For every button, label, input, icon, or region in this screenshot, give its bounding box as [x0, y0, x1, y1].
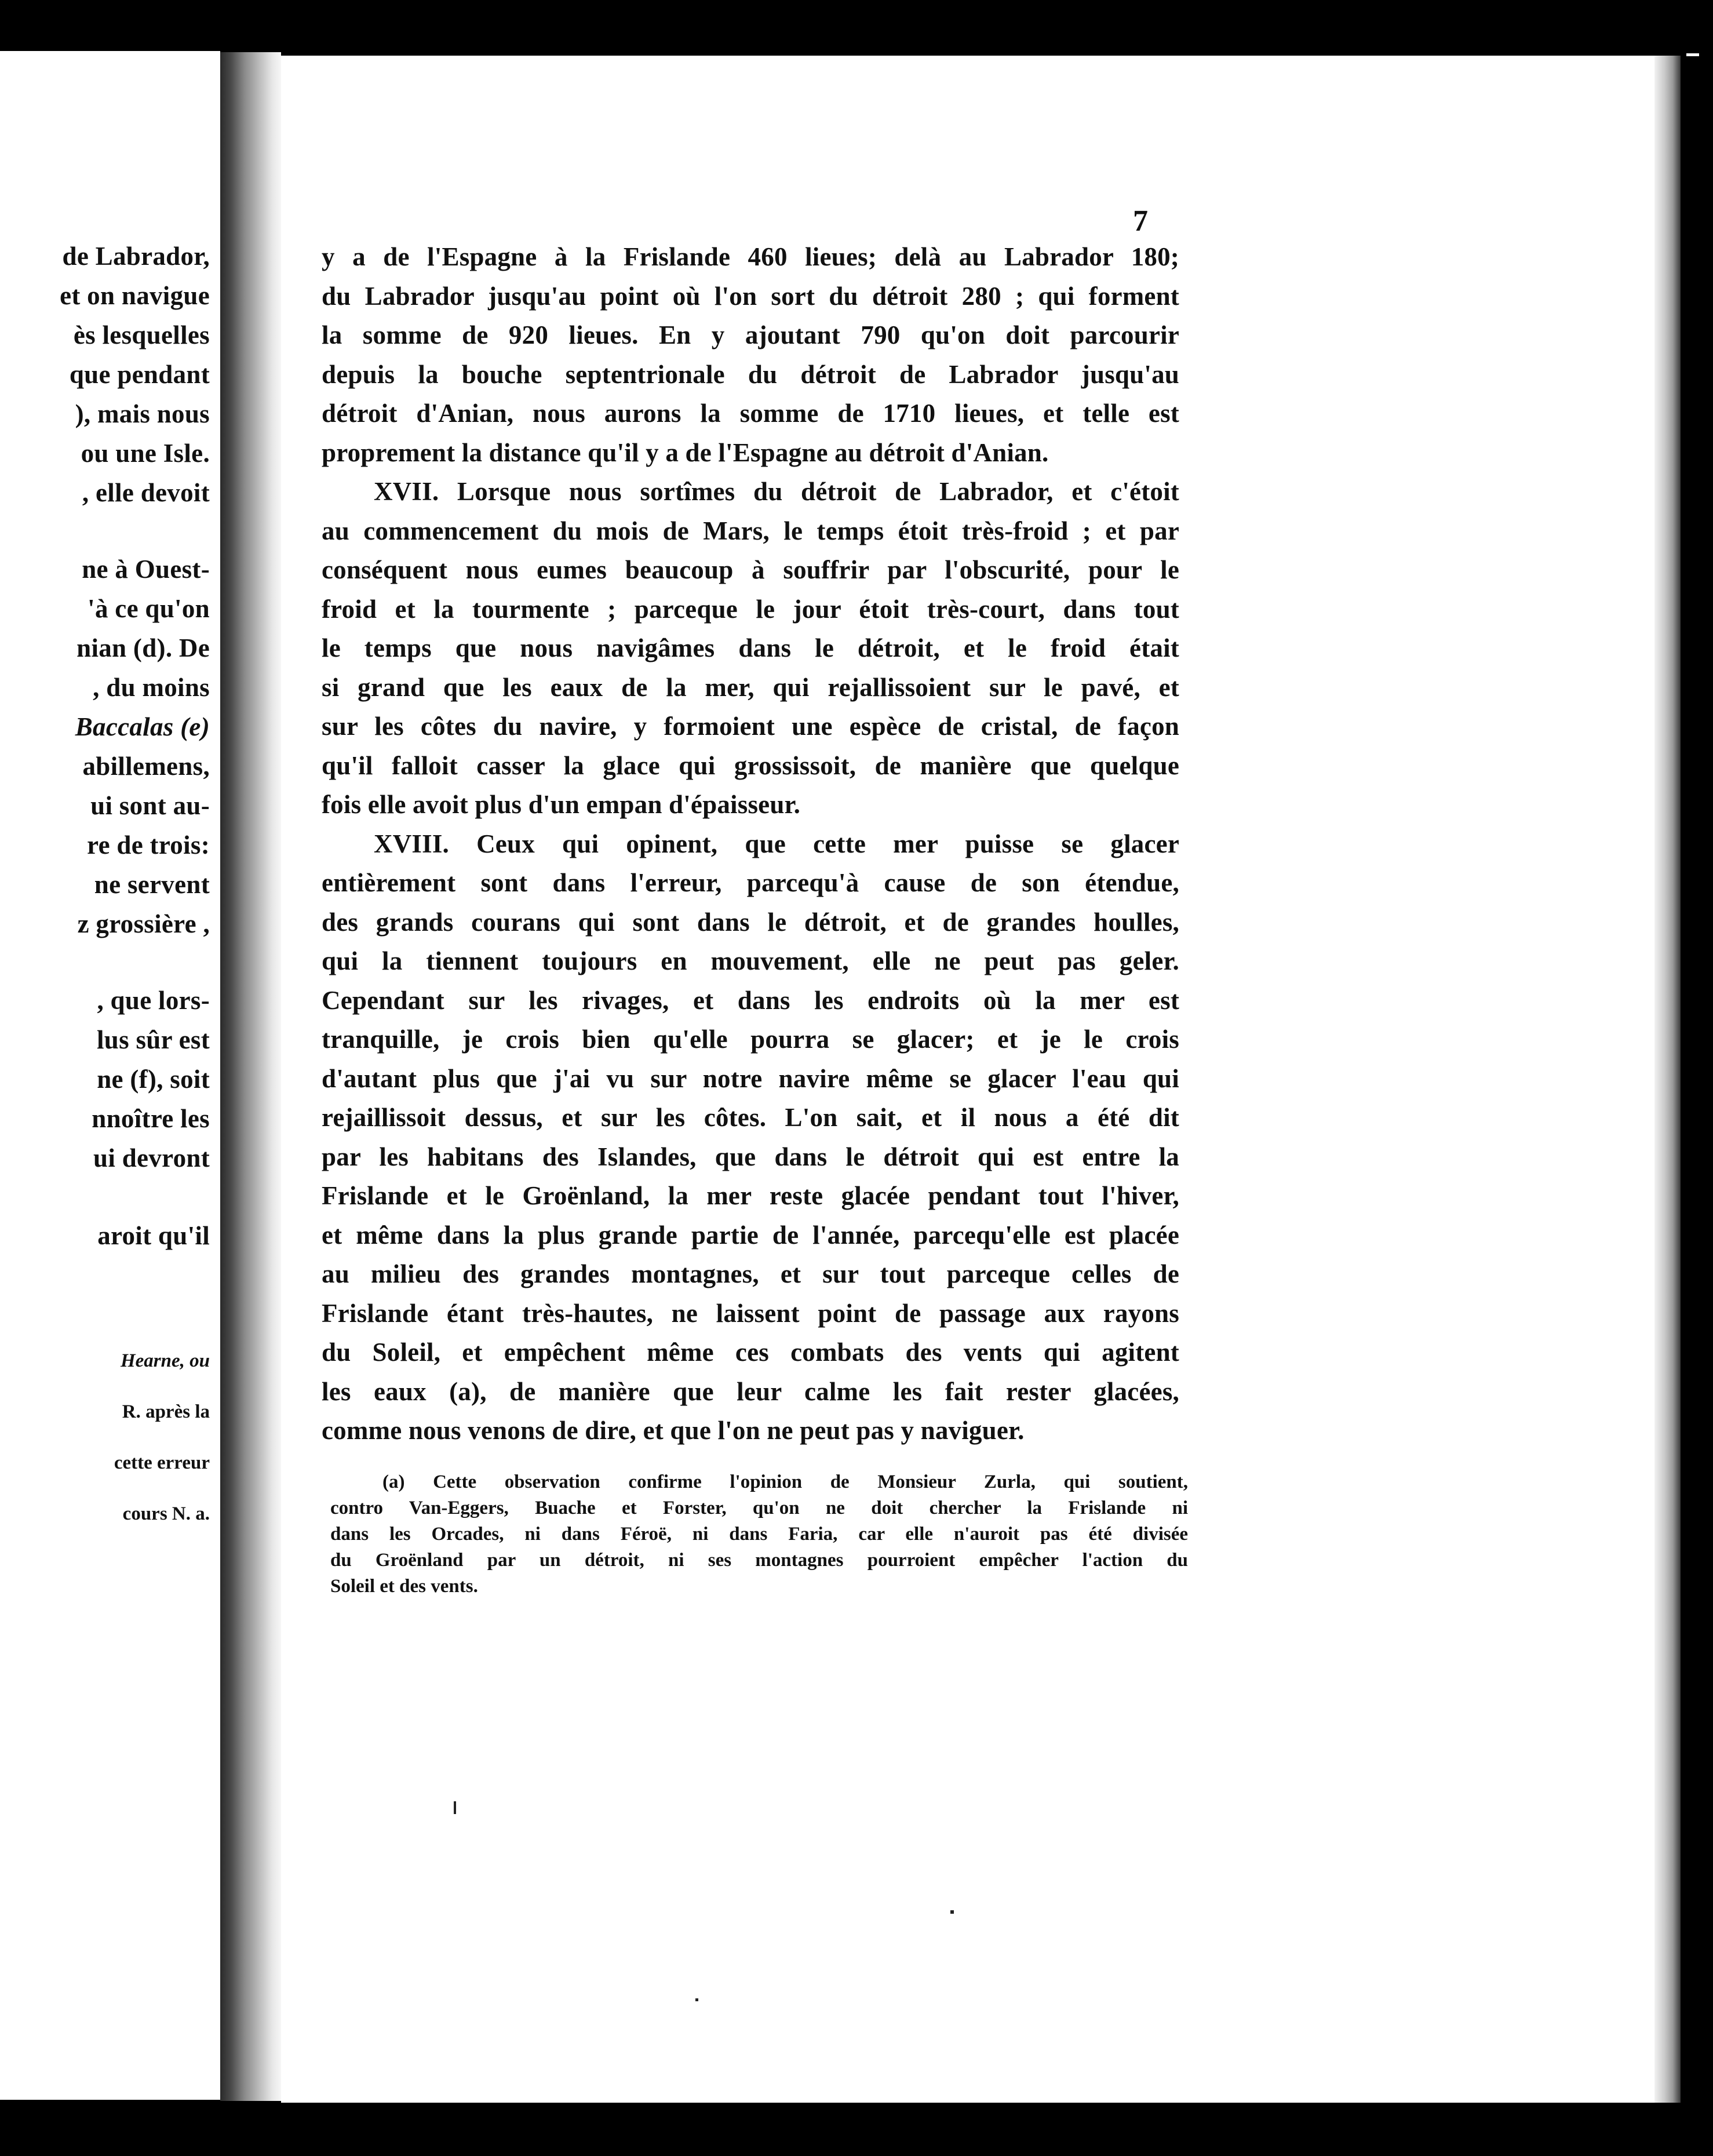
footnote-line: contro Van-Eggers, Buache et Forster, qu'on ne doit chercher la Frislande ni [330, 1498, 1188, 1518]
left-line: ne à Ouest- [82, 555, 210, 584]
left-line: ), mais nous [75, 399, 210, 428]
left-line: et on navigue [60, 281, 210, 310]
book-gutter [220, 52, 281, 2101]
left-line: nian (d). De [76, 633, 210, 662]
text-line: comme nous venons de dire, et que l'on ne peut pas y naviguer. [322, 1416, 1025, 1445]
text-line: la somme de 920 lieues. En y ajoutant 790 qu'on doit parcourir [322, 321, 1179, 349]
text-line: sur les côtes du navire, y formoient une espèce de cristal, de façon [322, 712, 1179, 741]
left-line: , que lors- [97, 986, 210, 1015]
text-line: d'autant plus que j'ai vu sur notre navire même se glacer l'eau qui [322, 1064, 1179, 1093]
text-line: entièrement sont dans l'erreur, parcequ'à cause de son étendue, [322, 868, 1179, 897]
text-line: si grand que les eaux de la mer, qui rejallissoient sur le pavé, et [322, 672, 1179, 702]
left-line: re de trois: [87, 831, 210, 860]
text-line: tranquille, je crois bien qu'elle pourra se glacer; et je le crois [322, 1025, 1179, 1054]
footnote-line: dans les Orcades, ni dans Féroë, ni dans Faria, car elle n'auroit pas été divisée [330, 1524, 1188, 1545]
left-line: aroit qu'il [97, 1221, 210, 1250]
text-line: y a de l'Espagne à la Frislande 460 lieues; delà au Labrador 180; [322, 242, 1179, 271]
text-line: fois elle avoit plus d'un empan d'épaisseur. [322, 790, 801, 819]
left-line: que pendant [69, 360, 210, 389]
text-line: qui la tiennent toujours en mouvement, elle ne peut pas geler. [322, 946, 1179, 975]
text-line: qu'il falloit casser la glace qui grossissoit, de manière que quelque [322, 751, 1179, 780]
left-line: z grossière , [77, 909, 210, 938]
text-line: au milieu des grandes montagnes, et sur tout parceque celles de [322, 1259, 1179, 1288]
footnote-line: (a) Cette observation confirme l'opinion de Monsieur Zurla, qui soutient, [382, 1472, 1188, 1492]
left-footnote-line: R. après la [122, 1401, 210, 1422]
text-line: les eaux (a), de manière que leur calme les fait rester glacées, [322, 1376, 1179, 1406]
text-line: Cependant sur les rivages, et dans les endroits où la mer est [322, 985, 1179, 1015]
left-page-fragment [0, 51, 220, 2100]
footnote-line: Soleil et des vents. [330, 1576, 478, 1597]
footnote-line: du Groënland par un détroit, ni ses montagnes pourroient empêcher l'action du [330, 1550, 1188, 1571]
left-line: 'à ce qu'on [88, 594, 210, 623]
text-line: du Labrador jusqu'au point où l'on sort du détroit 280 ; qui forment [322, 281, 1179, 311]
text-line: du Soleil, et empêchent même ces combats des vents qui agitent [322, 1338, 1179, 1367]
left-line: ès lesquelles [73, 321, 210, 349]
scan-mark [1686, 53, 1699, 56]
main-text [322, 238, 1179, 1451]
text-line: Frislande et le Groënland, la mer reste glacée pendant tout l'hiver, [322, 1181, 1179, 1210]
text-line: rejaillissoit dessus, et sur les côtes. L'on sait, et il nous a été dit [322, 1103, 1179, 1132]
text-line: et même dans la plus grande partie de l'année, parcequ'elle est placée [322, 1220, 1179, 1250]
text-line: depuis la bouche septentrionale du détroit de Labrador jusqu'au [322, 359, 1179, 389]
left-line: de Labrador, [62, 242, 210, 271]
left-footnote-line: cette erreur [114, 1452, 210, 1473]
left-line: abillemens, [82, 752, 210, 781]
text-line: détroit d'Anian, nous aurons la somme de 1710 lieues, et telle est [322, 399, 1179, 428]
text-line: le temps que nous navigâmes dans le détroit, et le froid était [322, 633, 1179, 662]
page-edge [1654, 56, 1681, 2103]
left-line: ui sont au- [90, 791, 210, 820]
text-line: froid et la tourmente ; parceque le jour étoit très-court, dans tout [322, 594, 1179, 624]
section-xviii-heading-line: XVIII. Ceux qui opinent, que cette mer puisse se glacer [374, 829, 1179, 858]
page-number: 7 [1133, 205, 1148, 238]
left-line: lus sûr est [96, 1025, 210, 1054]
left-line: ne servent [94, 870, 210, 899]
text-line: au commencement du mois de Mars, le temps étoit très-froid ; et par [322, 516, 1179, 545]
text-line: par les habitans des Islandes, que dans le détroit qui est entre la [322, 1142, 1179, 1171]
left-footnote-line: cours N. a. [122, 1503, 210, 1524]
text-line: proprement la distance qu'il y a de l'Espagne au détroit d'Anian. [322, 438, 1049, 467]
left-line: nnoître les [92, 1104, 210, 1133]
footnotes [330, 1469, 1188, 1600]
left-line: , du moins [93, 673, 210, 702]
text-line: conséquent nous eumes beaucoup à souffrir par l'obscurité, pour le [322, 555, 1179, 584]
left-line: , elle devoit [82, 478, 210, 507]
left-line: ne (f), soit [97, 1065, 210, 1094]
left-line: Baccalas (e) [75, 712, 210, 741]
left-line: ou une Isle. [81, 439, 210, 468]
section-xvii-heading-line: XVII. Lorsque nous sortîmes du détroit de Labrador, et c'étoit [374, 477, 1179, 506]
left-line: ui devront [93, 1143, 210, 1172]
text-line: des grands courans qui sont dans le détroit, et de grandes houlles, [322, 907, 1179, 937]
text-line: Frislande étant très-hautes, ne laissent point de passage aux rayons [322, 1298, 1179, 1328]
left-footnote-line: Hearne, ou [120, 1350, 210, 1371]
